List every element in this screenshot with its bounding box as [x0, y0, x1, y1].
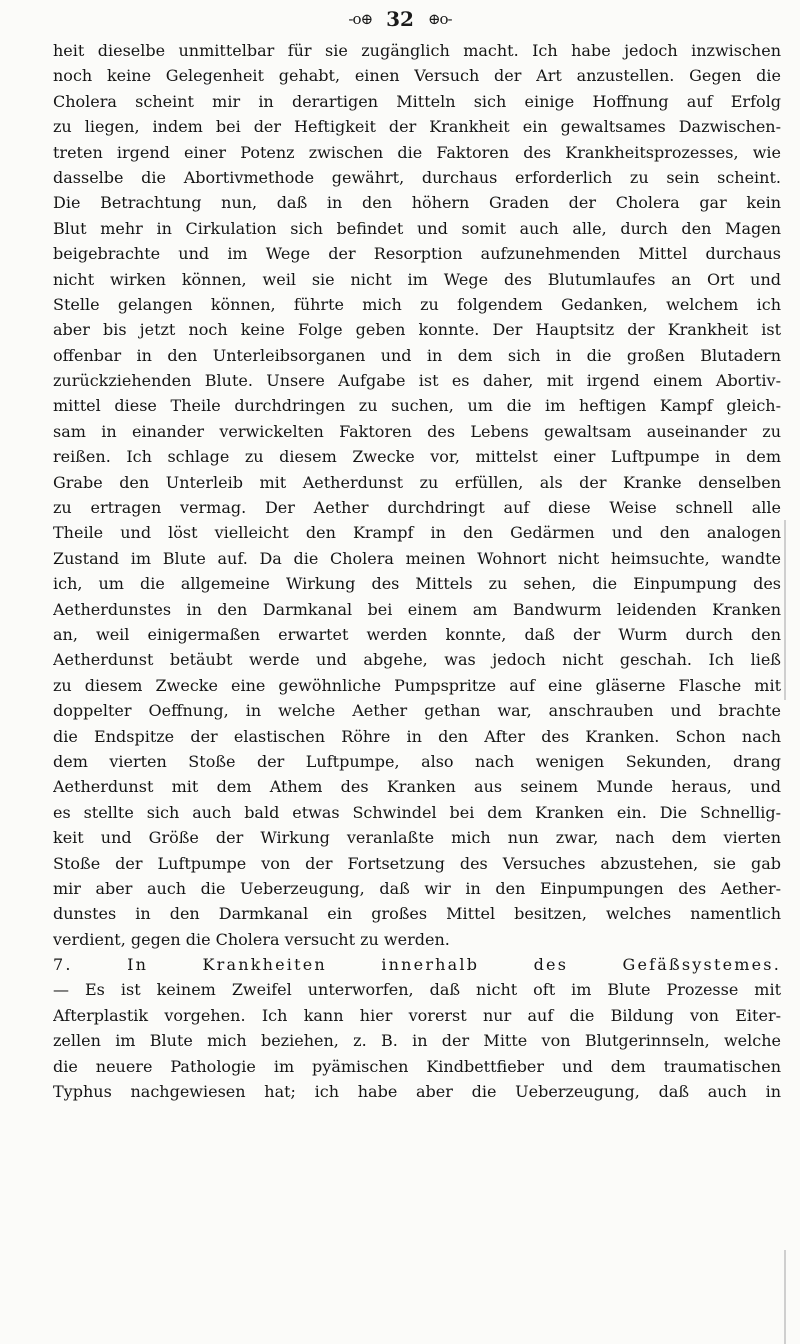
text-line: zellen im Blute mich beziehen, z. B. in der Mitte von Blutgerinnseln, welche — [53, 1031, 781, 1051]
text-line: noch keine Gelegenheit gehabt, einen Versuch der Art anzustellen. Gegen die — [53, 66, 781, 86]
text-line: verdient, gegen die Cholera versucht zu werden. — [53, 929, 450, 949]
text-line: Aetherdunst betäubt werde und abgehe, was jedoch nicht geschah. Ich ließ — [53, 650, 781, 670]
text-line: treten irgend einer Potenz zwischen die Faktoren des Krankheitsprozesses, wie — [53, 142, 781, 162]
text-line: Afterplastik vorgehen. Ich kann hier vorerst nur auf die Bildung von Eiter- — [53, 1005, 781, 1025]
text-line: Die Betrachtung nun, daß in den höhern Graden der Cholera gar kein — [53, 193, 781, 213]
text-line: heit dieselbe unmittelbar für sie zugänglich macht. Ich habe jedoch inzwischen — [53, 41, 781, 60]
ornament-right-icon: ⊕o- — [427, 9, 452, 28]
text-line: reißen. Ich schlage zu diesem Zwecke vor, mittelst einer Luftpumpe in dem — [53, 447, 781, 467]
text-line: die Endspitze der elastischen Röhre in den After des Kranken. Schon nach — [53, 726, 781, 746]
text-line: dem vierten Stoße der Luftpumpe, also nach wenigen Sekunden, drang — [53, 751, 781, 771]
text-line: Stoße der Luftpumpe von der Fortsetzung des Versuches abzustehen, sie gab — [53, 853, 781, 873]
text-line: nicht wirken können, weil sie nicht im Wege des Blutumlaufes an Ort und — [53, 269, 781, 289]
text-line: mittel diese Theile durchdringen zu suchen, um die im heftigen Kampf gleich- — [53, 396, 781, 416]
text-line: doppelter Oeffnung, in welche Aether gethan war, anschrauben und brachte — [53, 701, 781, 721]
text-line: Aetherdunstes in den Darmkanal bei einem am Bandwurm leidenden Kranken — [53, 599, 781, 619]
page-number: 32 — [386, 7, 414, 31]
text-line: Zustand im Blute auf. Da die Cholera meinen Wohnort nicht heimsuchte, wandte — [53, 548, 781, 568]
text-line: beigebrachte und im Wege der Resorption aufzunehmenden Mittel durchaus — [53, 244, 781, 264]
text-line: mir aber auch die Ueberzeugung, daß wir in den Einpumpungen des Aether- — [53, 878, 781, 898]
text-line: Cholera scheint mir in derartigen Mitteln sich einige Hoffnung auf Erfolg — [53, 91, 781, 111]
text-line: zu liegen, indem bei der Heftigkeit der Krankheit ein gewaltsames Dazwischen- — [53, 117, 781, 137]
text-line: Stelle gelangen können, führte mich zu folgendem Gedanken, welchem ich — [53, 294, 781, 314]
page-edge-shadow — [784, 520, 786, 700]
text-line: dasselbe die Abortivmethode gewährt, durchaus erforderlich zu sein scheint. — [53, 167, 781, 187]
ornament-left-icon: -o⊕ — [348, 9, 373, 28]
page-header — [0, 4, 800, 34]
text-line: Theile und löst vielleicht den Krampf in den Gedärmen und den analogen — [53, 523, 781, 543]
text-line: an, weil einigermaßen erwartet werden konnte, daß der Wurm durch den — [53, 624, 781, 644]
text-line: Typhus nachgewiesen hat; ich habe aber die Ueberzeugung, daß auch in — [53, 1082, 781, 1102]
text-line: ich, um die allgemeine Wirkung des Mittels zu sehen, die Einpumpung des — [53, 574, 781, 594]
section-heading: 7. In Krankheiten innerhalb des Gefäßsystemes. — [53, 955, 781, 975]
text-line: — Es ist keinem Zweifel unterworfen, daß nicht oft im Blute Prozesse mit — [53, 980, 781, 1000]
text-line: zu diesem Zwecke eine gewöhnliche Pumpspritze auf eine gläserne Flasche mit — [53, 675, 781, 695]
text-line: Blut mehr in Cirkulation sich befindet und somit auch alle, durch den Magen — [53, 218, 781, 238]
body-text — [53, 38, 781, 1104]
text-line: keit und Größe der Wirkung veranlaßte mich nun zwar, nach dem vierten — [53, 828, 781, 848]
text-line: dunstes in den Darmkanal ein großes Mittel besitzen, welches namentlich — [53, 904, 781, 924]
text-line: aber bis jetzt noch keine Folge geben konnte. Der Hauptsitz der Krankheit ist — [53, 320, 781, 340]
text-line: die neuere Pathologie im pyämischen Kindbettfieber und dem traumatischen — [53, 1056, 781, 1076]
text-line: zurückziehenden Blute. Unsere Aufgabe ist es daher, mit irgend einem Abortiv- — [53, 371, 781, 391]
text-line: sam in einander verwickelten Faktoren des Lebens gewaltsam auseinander zu — [53, 421, 781, 441]
text-line: es stellte sich auch bald etwas Schwindel bei dem Kranken ein. Die Schnellig- — [53, 802, 781, 822]
text-line: zu ertragen vermag. Der Aether durchdringt auf diese Weise schnell alle — [53, 498, 781, 518]
text-line: Aetherdunst mit dem Athem des Kranken aus seinem Munde heraus, und — [53, 777, 781, 797]
text-line: Grabe den Unterleib mit Aetherdunst zu erfüllen, als der Kranke denselben — [53, 472, 781, 492]
text-line: offenbar in den Unterleibsorganen und in dem sich in die großen Blutadern — [53, 345, 781, 365]
page-edge-shadow — [784, 1250, 786, 1344]
